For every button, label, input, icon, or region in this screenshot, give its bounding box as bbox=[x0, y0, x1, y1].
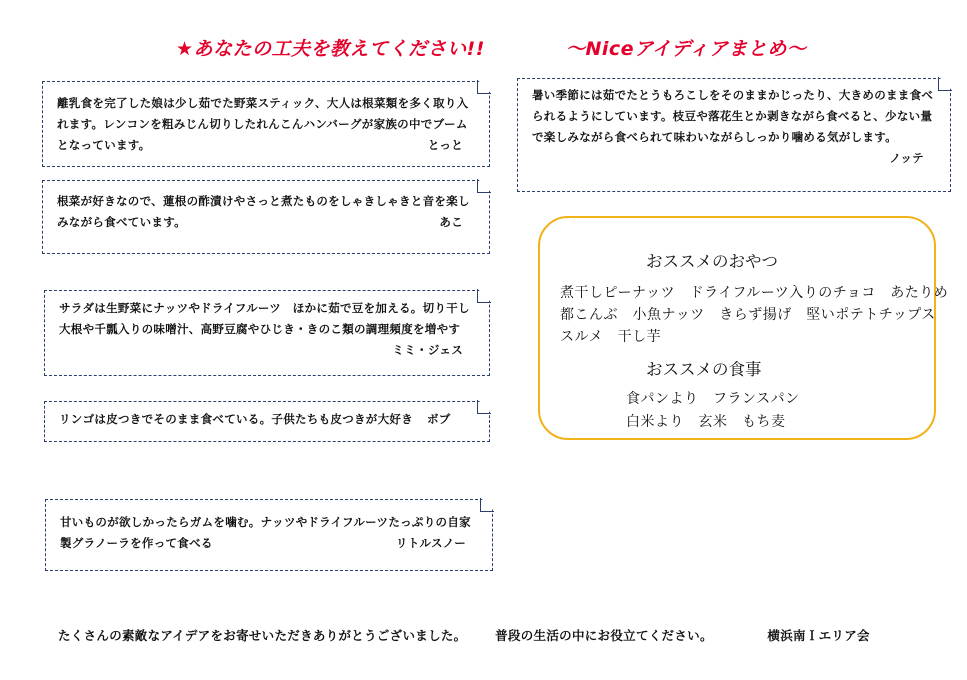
note-text: 根菜が好きなので、蓮根の酢漬けやさっと煮たものをしゃきしゃきと音を楽しみながら食べています。 bbox=[57, 194, 470, 229]
footer-hope: 普段の生活の中にお役立てください。 bbox=[495, 628, 713, 643]
main-title: ★あなたの工夫を教えてください!! bbox=[176, 38, 485, 60]
note-text: サラダは生野菜にナッツやドライフルーツ ほかに茹で豆を加える。切り干し大根や千瓢入りの味噌汁、高野豆腐やひじき・きのこ類の調理頻度を増やす bbox=[59, 301, 470, 336]
idea-note-6 bbox=[517, 78, 951, 192]
note-text: 甘いものが欲しかったらガムを噛む。ナッツやドライフルーツたっぷりの自家製グラノーラを作って食べる bbox=[60, 515, 471, 550]
idea-note-1 bbox=[42, 81, 490, 167]
idea-note-4 bbox=[44, 401, 490, 442]
sub-title: ～Niceアイディアまとめ～ bbox=[566, 38, 807, 60]
recommend-box bbox=[538, 216, 949, 440]
snacks-heading: おススメのおやつ bbox=[646, 252, 778, 271]
idea-note-2 bbox=[42, 180, 490, 254]
idea-note-3 bbox=[44, 290, 490, 376]
footer-thanks: たくさんの素敵なアイデアをお寄せいただきありがとうございました。 bbox=[58, 628, 467, 643]
snack-line-3: スルメ 干し芋 bbox=[560, 329, 662, 345]
note-author: とっと bbox=[427, 138, 463, 152]
footer bbox=[58, 626, 870, 644]
note-author: リトルスノー bbox=[395, 536, 466, 550]
note-author: あこ bbox=[439, 215, 463, 229]
note-author: ボブ bbox=[427, 412, 451, 426]
note-author: ノッテ bbox=[889, 151, 924, 165]
note-text: 離乳食を完了した娘は少し茹でた野菜スティック、大人は根菜類を多く取り入れます。レンコンを粗みじん切りしたれんこんハンバーグが家族の中でブームとなっています。 bbox=[57, 96, 469, 152]
meal-line-2: 白米より 玄米 もち麦 bbox=[626, 414, 786, 430]
note-text: 暑い季節には茹でたとうもろこしをそのままかじったり、大きめのまま食べられるようにしています。枝豆や落花生とか剥きながら食べると、少ない量で楽しみながら食べられて味わいながらしっかり噛める気がします。 bbox=[532, 88, 934, 144]
snack-line-2: 都こんぶ 小魚ナッツ きらず揚げ 堅いポテトチップス bbox=[560, 307, 936, 323]
footer-org: 横浜南Ｉエリア会 bbox=[767, 628, 870, 643]
idea-note-5 bbox=[45, 499, 493, 571]
note-text: リンゴは皮つきでそのまま食べている。子供たちも皮つきが大好き bbox=[59, 412, 413, 426]
note-author: ミミ・ジェス bbox=[392, 343, 463, 357]
meals-heading: おススメの食事 bbox=[646, 360, 762, 379]
snack-line-1: 煮干しピーナッツ ドライフルーツ入りのチョコ あたりめ bbox=[560, 285, 949, 301]
meal-line-1: 食パンより フランスパン bbox=[626, 391, 800, 407]
